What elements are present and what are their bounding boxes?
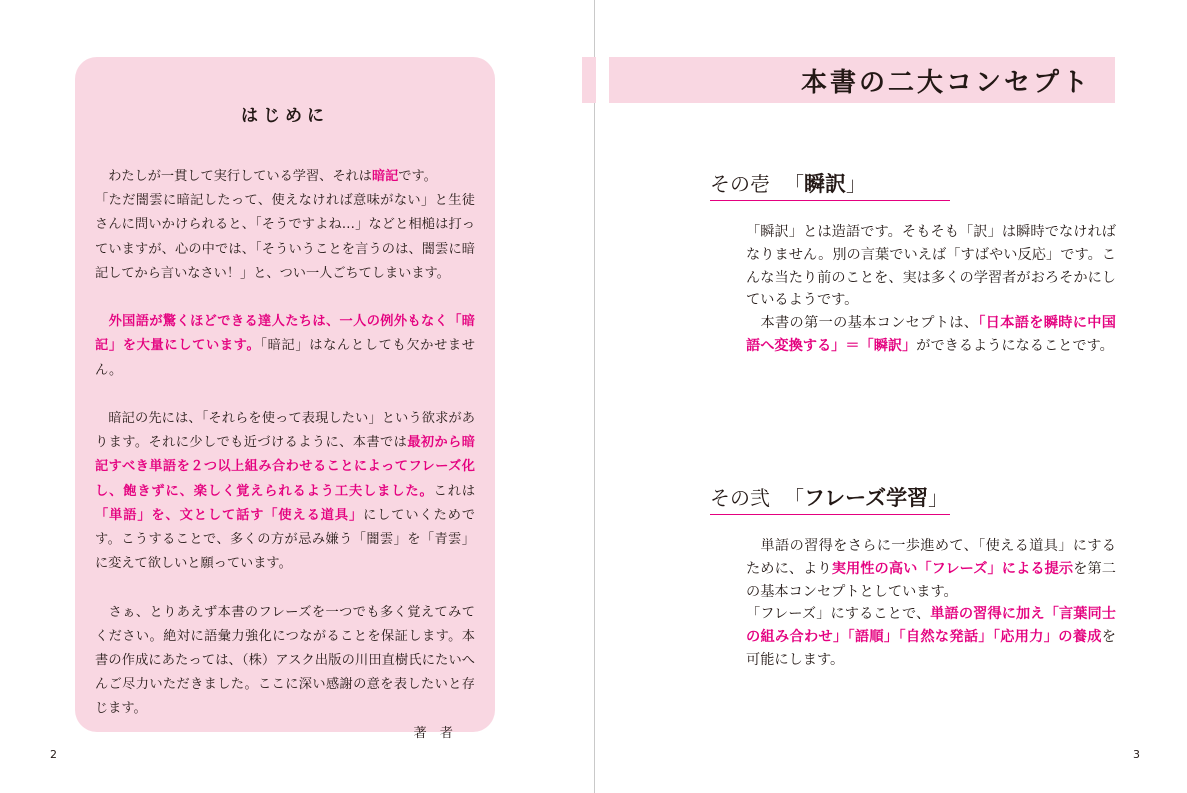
section-body-2: [746, 535, 1116, 672]
body-text: わたしが一貫して実行している学習、それは: [108, 169, 372, 184]
section-paragraph: [746, 535, 1116, 603]
body-text: を可能にします。: [746, 629, 1116, 668]
body-text: 「暗記」はなんとしても欠かせません。: [95, 338, 475, 378]
section-paragraph: [746, 221, 1116, 312]
body-text: 「瞬訳」とは造語です。そもそも「訳」は瞬時でなければなりません。別の言葉でいえば「すばやい反応」です。こんな当たり前のことを、実は多くの学習者がおろそかにしているようです。: [746, 224, 1116, 309]
banner-accent: [582, 57, 596, 103]
preface-body: [95, 165, 475, 770]
highlight-text: 実用性の高い「フレーズ」による提示: [831, 560, 1074, 577]
section-name: フレーズ学習: [804, 486, 929, 510]
body-text: 「ただ闇雲に暗記したって、使えなければ意味がない」と生徒さんに問いかけられると、「そうですよね…」などと相槌は打っていますが、心の中では、「そういうことを言うのは、闇雲に暗記してから言いなさい！」と、つい一人ごちてしまいます。: [95, 193, 475, 281]
section-heading-1: その壱 「瞬訳」: [710, 168, 950, 201]
page-number-right: 3: [1133, 748, 1140, 761]
highlight-text: 「日本語を瞬時に中国語へ変換する」＝「瞬訳」: [746, 315, 1116, 354]
highlight-text: 単語の習得に加え「言葉同士の組み合わせ」「語順」「自然な発話」「応用力」の養成: [746, 606, 1116, 646]
section-heading-2: その弐 「フレーズ学習」: [710, 482, 950, 515]
body-text: 暗記の先には、「それらを使って表現したい」という欲求があります。それに少しでも近づけるように、本書では: [95, 411, 475, 451]
body-text: にしていくためです。こうすることで、多くの方が忌み嫌う「闇雲」を「青雲」に変えて欲しいと願っています。: [95, 507, 476, 572]
highlight-text: 外国語が驚くほどできる達人たちは、一人の例外もなく「暗記」を大量にしています。: [95, 314, 475, 354]
preface-title: はじめに: [241, 106, 329, 126]
right-page: [596, 0, 1187, 793]
section-number: その弐: [710, 486, 770, 510]
body-text: 「フレーズ」にすることで、: [746, 606, 931, 623]
preface-paragraph: [95, 601, 475, 722]
page-gutter: [594, 0, 595, 793]
body-text: さぁ、とりあえず本書のフレーズを一つでも多く覚えてみてください。絶対に語彙力強化につながることを保証します。本書の作成にあたっては、（株）アスク出版の川田直樹氏にたいへんご尽力いただきました。ここに深い感謝の意を表したいと存じます。: [95, 604, 475, 717]
highlight-text: 最初から暗記すべき単語を２つ以上組み合わせることによってフレーズ化し、飽きずに、楽しく覚えられるよう工夫しました。: [95, 435, 475, 499]
body-text: 本書の第一の基本コンセプトは、: [760, 315, 979, 332]
author-signature: 著 者: [413, 725, 453, 741]
title-banner: [609, 57, 1115, 103]
preface-paragraph: [95, 310, 475, 383]
preface-paragraph: [95, 165, 475, 286]
highlight-text: 暗記: [371, 169, 399, 184]
body-text: 単語の習得をさらに一歩進めて、「使える道具」にするために、より: [746, 538, 1116, 577]
body-text: これは: [433, 483, 476, 499]
page-number-left: 2: [50, 748, 57, 761]
section-body-1: [746, 221, 1116, 358]
preface-paragraph: [95, 407, 475, 576]
section-paragraph: [746, 312, 1116, 358]
body-text: を第二の基本コンセプトとしています。: [746, 560, 1116, 600]
section-number: その壱: [710, 172, 770, 196]
page-title: 本書の二大コンセプト: [800, 67, 1091, 98]
section-paragraph: [746, 603, 1116, 671]
body-text: ができるようになることです。: [916, 337, 1114, 354]
section-name: 瞬訳: [804, 172, 846, 196]
highlight-text: 「単語」を、文として話す「使える道具」: [95, 507, 364, 523]
body-text: です。: [398, 169, 437, 184]
